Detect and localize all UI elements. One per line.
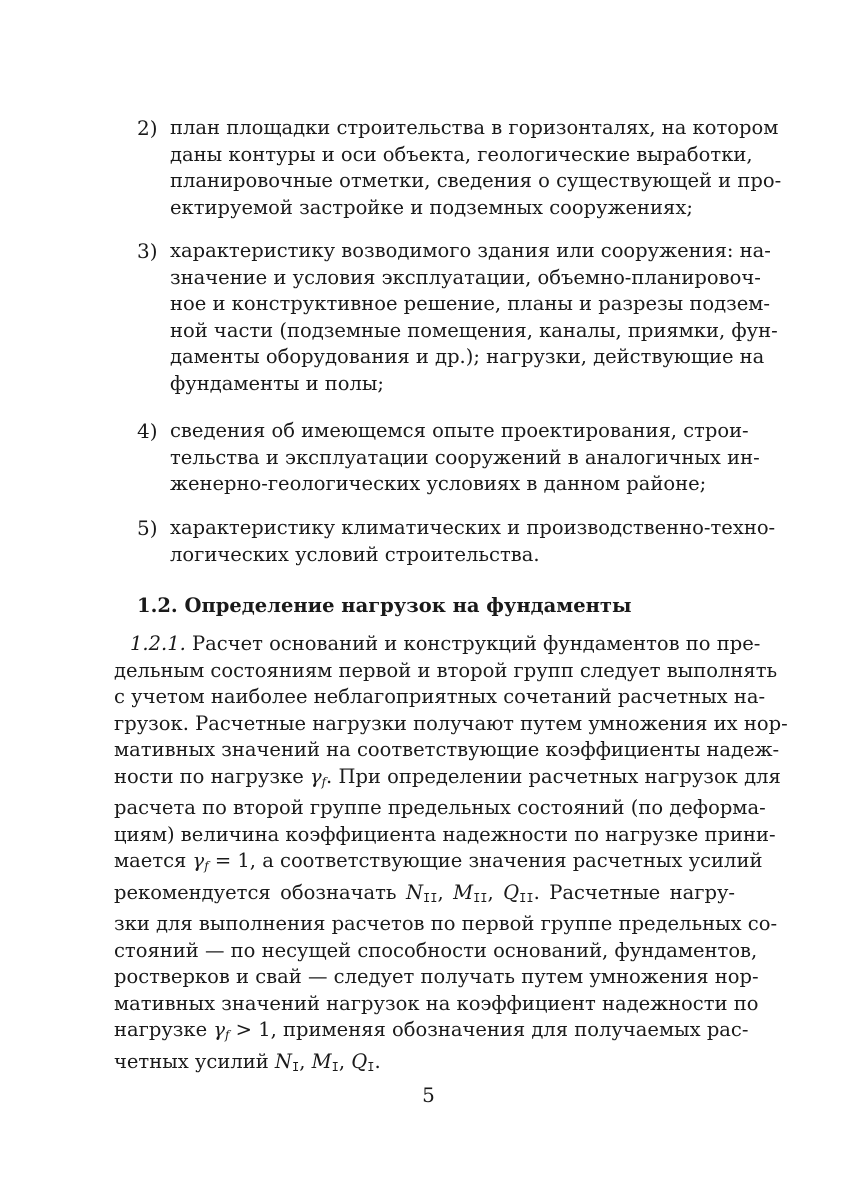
text-line: логических условий строительства. <box>170 542 540 566</box>
list-item-text <box>170 515 776 568</box>
text-line: характеристику возводимого здания или сооружения: на- <box>170 239 771 262</box>
text-line: нагрузке γf > 1, применяя обозначения для получаемых рас- <box>114 1018 749 1042</box>
n-i-symbol: $N_I$ <box>274 1049 300 1074</box>
text-line: даны контуры и оси объекта, геологические выработки, <box>170 142 753 166</box>
text-line: план площадки строительства в горизонталях, на котором <box>170 116 779 139</box>
text-line: зки для выполнения расчетов по первой группе предельных со- <box>114 912 778 935</box>
text-line: мативных значений на соответствующие коэффициенты надеж- <box>114 738 780 761</box>
text-line: характеристику климатических и производственно-техно- <box>170 516 776 539</box>
text-line: ное и конструктивное решение, планы и разрезы подзем- <box>170 292 771 315</box>
page-number: 5 <box>422 1083 435 1107</box>
list-item-text <box>170 418 760 498</box>
m-ii-symbol: $M_{II}$ <box>453 880 488 905</box>
m-i-symbol: $M_I$ <box>311 1049 339 1074</box>
text-line: ности по нагрузке γf. При определении расчетных нагрузок для <box>114 764 781 789</box>
text-line: стояний — по несущей способности оснований, фундаментов, <box>114 938 758 962</box>
text-line: с учетом наиболее неблагоприятных сочетаний расчетных на- <box>114 685 766 708</box>
list-item-number: 2) <box>137 116 158 140</box>
gamma-f-symbol: γf <box>309 764 327 789</box>
text-line: грузок. Расчетные нагрузки получают путем умножения их нор- <box>114 711 788 735</box>
gamma-f-symbol: γf <box>213 1018 230 1042</box>
paragraph-number: 1.2.1. <box>130 632 186 655</box>
text-line: женерно-геологических условиях в данном районе; <box>170 472 707 495</box>
paragraph <box>114 631 788 1080</box>
text-line: даменты оборудования и др.); нагрузки, действующие на <box>170 345 765 368</box>
q-i-symbol: $Q_I$ <box>351 1049 375 1074</box>
text-line: ростверков и свай — следует получать путем умножения нор- <box>114 965 759 988</box>
text-line: мается γf = 1, а соответствующие значения расчетных усилий <box>114 849 763 873</box>
text-line: ной части (подземные помещения, каналы, приямки, фун- <box>170 318 778 342</box>
text-line: значение и условия эксплуатации, объемно-планировоч- <box>170 265 761 289</box>
section-heading: 1.2. Определение нагрузок на фундаменты <box>137 594 632 617</box>
n-ii-symbol: $N_{II}$ <box>405 880 438 905</box>
gamma-f-symbol: γf <box>192 849 209 873</box>
text-line: планировочные отметки, сведения о существующей и про- <box>170 169 782 192</box>
list-item-text <box>170 238 778 397</box>
list-item-text <box>170 115 782 221</box>
list-item-number: 3) <box>137 239 158 263</box>
list-item-number: 5) <box>137 516 158 540</box>
text-line: рекомендуется обозначать $N_{II}$, $M_{II}$, $Q_{II}$. Расчетные нагру- <box>114 880 736 905</box>
q-ii-symbol: $Q_{II}$ <box>503 880 534 905</box>
text-line: ектируемой застройке и подземных сооружениях; <box>170 195 693 219</box>
text-line: дельным состояниям первой и второй групп следует выполнять <box>114 658 778 682</box>
text-line: четных усилий $N_I$, $M_I$, $Q_I$. <box>114 1049 381 1074</box>
text-line: расчета по второй группе предельных состояний (по деформа- <box>114 796 766 819</box>
text-line: тельства и эксплуатации сооружений в аналогичных ин- <box>170 445 760 469</box>
text-line: сведения об имеющемся опыте проектирования, строи- <box>170 419 749 442</box>
text-line: фундаменты и полы; <box>170 371 384 395</box>
text-line: 1.2.1. Расчет оснований и конструкций фундаментов по пре- <box>130 632 761 655</box>
text-line: циям) величина коэффициента надежности по нагрузке прини- <box>114 822 776 846</box>
list-item-number: 4) <box>137 419 158 443</box>
text-line: мативных значений нагрузок на коэффициент надежности по <box>114 991 759 1015</box>
